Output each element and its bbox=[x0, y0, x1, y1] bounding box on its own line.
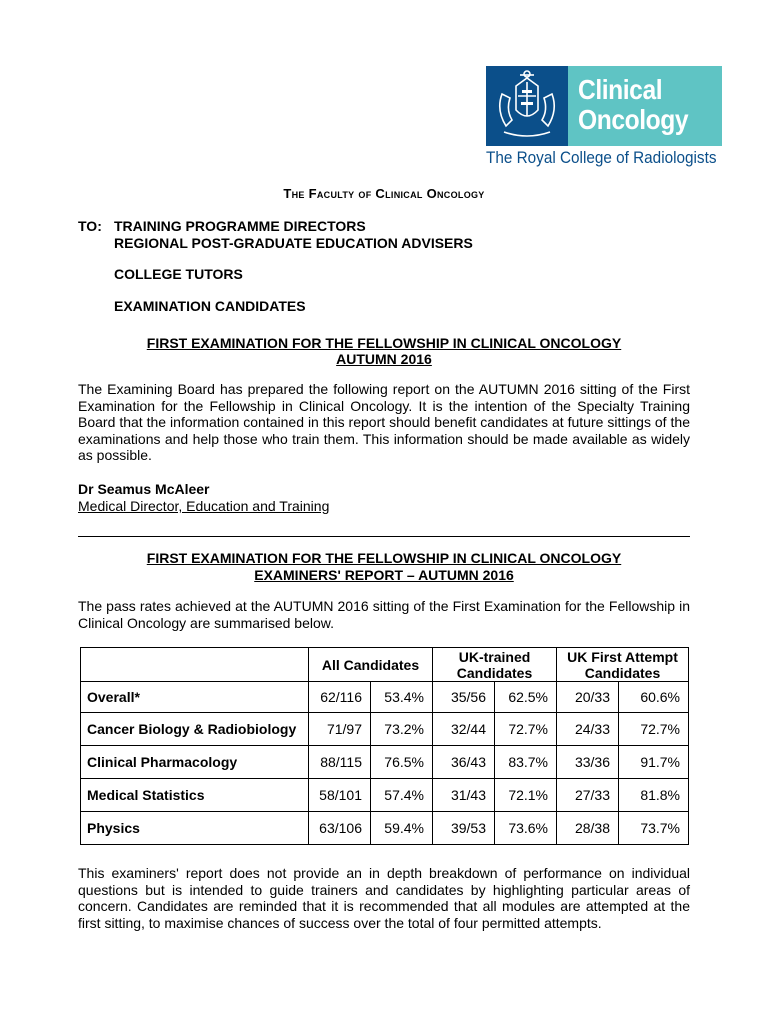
header-uk-first-attempt: UK First Attempt Candidates bbox=[557, 648, 689, 682]
college-crest-icon bbox=[486, 66, 568, 146]
exam-heading-session: AUTUMN 2016 bbox=[336, 351, 432, 367]
header-all-candidates: All Candidates bbox=[309, 648, 433, 682]
table-cell: 57.4% bbox=[371, 779, 433, 812]
row-label: Overall* bbox=[81, 682, 309, 713]
table-cell: 71/97 bbox=[309, 713, 371, 746]
table-cell: 39/53 bbox=[433, 812, 495, 845]
table-cell: 72.7% bbox=[619, 713, 689, 746]
logo-line-1: Clinical bbox=[578, 74, 663, 105]
closing-paragraph: This examiners' report does not provide an in depth breakdown of performance on individual questions but is intended to guide trainers and candidates by highlighting particular areas of concern. Candidates are reminded that it is recommended that all modules are attempted at the first sitting, to maximise chances of success over the total of four permitted attempts. bbox=[78, 865, 690, 931]
pass-rate-table bbox=[80, 647, 689, 845]
row-label: Cancer Biology & Radiobiology bbox=[81, 713, 309, 746]
table-cell: 63/106 bbox=[309, 812, 371, 845]
table-cell: 53.4% bbox=[371, 682, 433, 713]
row-label: Clinical Pharmacology bbox=[81, 746, 309, 779]
table-row bbox=[81, 713, 689, 746]
table-row bbox=[81, 746, 689, 779]
table-cell: 20/33 bbox=[557, 682, 619, 713]
recipient-item: EXAMINATION CANDIDATES bbox=[114, 298, 306, 314]
table-cell: 27/33 bbox=[557, 779, 619, 812]
table-cell: 91.7% bbox=[619, 746, 689, 779]
row-label: Physics bbox=[81, 812, 309, 845]
header-empty-cell bbox=[81, 648, 309, 682]
logo-subtitle: The Royal College of Radiologists bbox=[486, 148, 717, 167]
table-cell: 83.7% bbox=[495, 746, 557, 779]
table-cell: 35/56 bbox=[433, 682, 495, 713]
table-cell: 60.6% bbox=[619, 682, 689, 713]
recipient-item: REGIONAL POST-GRADUATE EDUCATION ADVISERS bbox=[114, 235, 473, 251]
table-cell: 58/101 bbox=[309, 779, 371, 812]
table-cell: 62.5% bbox=[495, 682, 557, 713]
signer-role: Medical Director, Education and Training bbox=[78, 498, 330, 514]
table-cell: 24/33 bbox=[557, 713, 619, 746]
report-heading-title: FIRST EXAMINATION FOR THE FELLOWSHIP IN CLINICAL ONCOLOGY bbox=[146, 550, 622, 566]
header-uk-trained: UK-trained Candidates bbox=[433, 648, 557, 682]
table-cell: 62/116 bbox=[309, 682, 371, 713]
table-row bbox=[81, 812, 689, 845]
recipient-item: TRAINING PROGRAMME DIRECTORS bbox=[114, 218, 366, 234]
table-cell: 59.4% bbox=[371, 812, 433, 845]
table-cell: 72.7% bbox=[495, 713, 557, 746]
intro-paragraph: The Examining Board has prepared the following report on the AUTUMN 2016 sitting of the First Examination for the Fellowship in Clinical Oncology. It is the intention of the Specialty Training Board that the information contained in this report should benefit candidates at future sittings of the examinations and help those who train them. This information should be made available as widely as possible. bbox=[78, 381, 690, 463]
faculty-heading: The Faculty of Clinical Oncology bbox=[283, 186, 485, 201]
signer-name: Dr Seamus McAleer bbox=[78, 481, 210, 497]
table-cell: 73.2% bbox=[371, 713, 433, 746]
table-cell: 28/38 bbox=[557, 812, 619, 845]
table-cell: 33/36 bbox=[557, 746, 619, 779]
to-label: TO: bbox=[78, 218, 102, 234]
table-header-row bbox=[81, 648, 689, 682]
table-cell: 73.7% bbox=[619, 812, 689, 845]
table-cell: 36/43 bbox=[433, 746, 495, 779]
table-cell: 76.5% bbox=[371, 746, 433, 779]
report-heading-session: EXAMINERS' REPORT – AUTUMN 2016 bbox=[254, 567, 514, 583]
table-cell: 81.8% bbox=[619, 779, 689, 812]
row-label: Medical Statistics bbox=[81, 779, 309, 812]
logo-line-2: Oncology bbox=[578, 104, 689, 135]
table-cell: 31/43 bbox=[433, 779, 495, 812]
table-row bbox=[81, 682, 689, 713]
exam-heading-title: FIRST EXAMINATION FOR THE FELLOWSHIP IN CLINICAL ONCOLOGY bbox=[146, 335, 622, 351]
pass-rate-paragraph: The pass rates achieved at the AUTUMN 2016 sitting of the First Examination for the Fellowship in Clinical Oncology are summarised below. bbox=[78, 598, 690, 631]
table-cell: 88/115 bbox=[309, 746, 371, 779]
recipient-item: COLLEGE TUTORS bbox=[114, 266, 243, 282]
table-cell: 73.6% bbox=[495, 812, 557, 845]
section-divider bbox=[78, 536, 690, 537]
table-cell: 32/44 bbox=[433, 713, 495, 746]
table-row bbox=[81, 779, 689, 812]
table-cell: 72.1% bbox=[495, 779, 557, 812]
